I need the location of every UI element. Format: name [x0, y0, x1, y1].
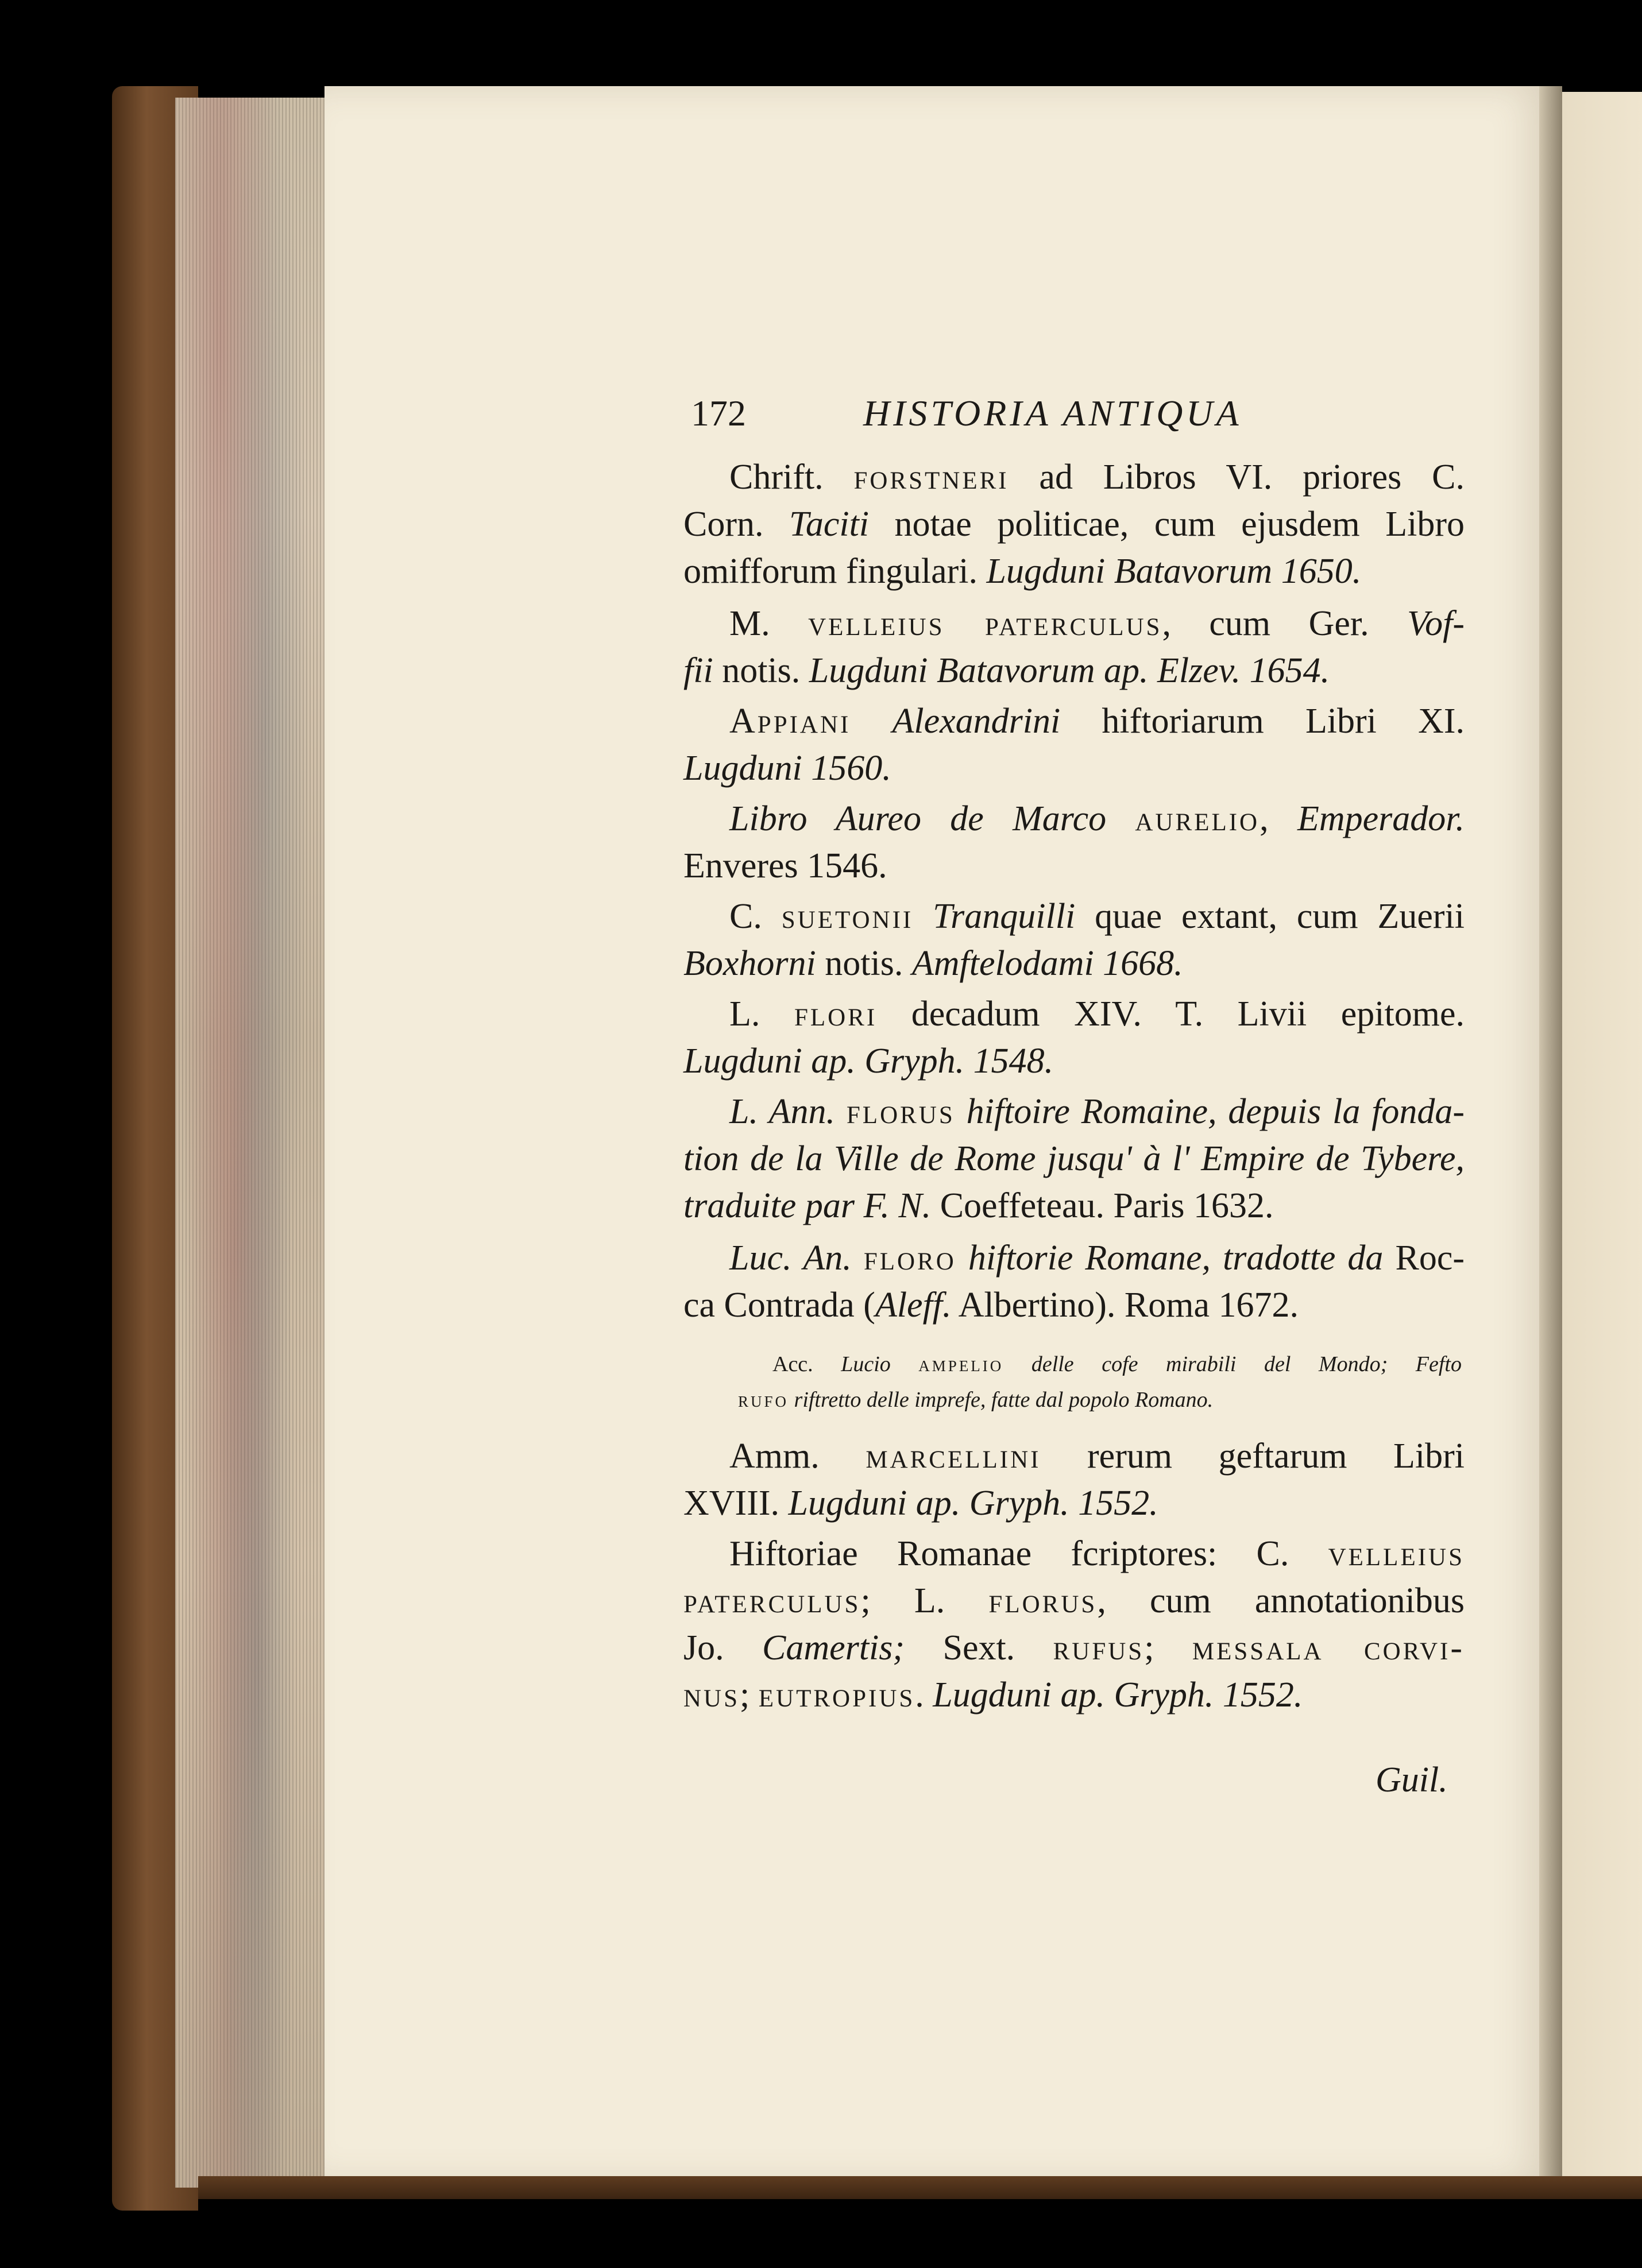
small-caps-name: suetonii — [781, 897, 914, 936]
small-caps-name: rufus — [1053, 1628, 1145, 1667]
text-run — [891, 1352, 919, 1376]
italic-run: delle cofe mirabili del Mondo; — [1031, 1352, 1388, 1376]
text-run: Hiftoriae Romanae fcriptores: C. — [729, 1534, 1328, 1573]
text-run — [956, 1239, 968, 1278]
text-run: Chrift. — [729, 458, 854, 497]
entry-line — [683, 940, 1465, 987]
text-run: notis. — [816, 944, 912, 983]
page-gutter — [1539, 86, 1562, 2182]
entry-line — [683, 454, 1465, 501]
small-caps-name: velleius — [1328, 1534, 1465, 1573]
entry-line — [683, 600, 1465, 647]
text-run: C. — [729, 897, 782, 936]
italic-run: Emperador. — [1297, 799, 1465, 838]
entry-line — [683, 1530, 1465, 1577]
small-caps-name: messala corvi- — [1192, 1628, 1465, 1667]
text-run — [1003, 1352, 1031, 1376]
small-caps-name: florus — [988, 1581, 1098, 1620]
italic-run: Lugduni Batavorum 1650. — [986, 552, 1362, 591]
text-run — [851, 702, 892, 741]
small-caps-name: rufo — [738, 1388, 789, 1412]
text-run: Enveres 1546. — [683, 846, 887, 885]
bibliography-entry — [683, 454, 1465, 595]
text-run — [1106, 799, 1135, 838]
text-run: XVIII. — [683, 1484, 789, 1523]
text-run: Coeffeteau. Paris 1632. — [931, 1186, 1274, 1225]
note-line — [738, 1382, 1462, 1418]
text-run — [913, 897, 933, 936]
bibliography-entry — [683, 893, 1465, 987]
italic-run: Vof- — [1407, 604, 1465, 643]
bibliography-entry — [683, 1433, 1465, 1527]
italic-run: Tranquilli — [933, 897, 1076, 936]
italic-run: Camertis; — [762, 1628, 905, 1667]
italic-run: L. Ann. — [729, 1092, 836, 1131]
italic-run: Lugduni ap. Gryph. 1552. — [788, 1484, 1158, 1523]
facing-page-edge — [1562, 92, 1642, 2176]
entry-line — [683, 893, 1465, 940]
text-run: hiftoriarum Libri XI. — [1060, 702, 1465, 741]
bibliography-entry — [683, 795, 1465, 889]
italic-run: Fefto — [1415, 1352, 1462, 1376]
bibliography-entry — [683, 990, 1465, 1085]
bibliography-entry — [683, 600, 1465, 694]
text-run: ad Libros VI. priores C. — [1009, 458, 1465, 497]
text-run: , — [1259, 799, 1297, 838]
bibliography-entry — [683, 1234, 1465, 1329]
small-caps-name: forstneri — [853, 458, 1009, 497]
text-run — [852, 1239, 864, 1278]
text-run: Amm. — [729, 1437, 866, 1476]
text-run: , cum annotationibus — [1097, 1581, 1465, 1620]
entry-line — [683, 548, 1465, 595]
entry-line — [683, 501, 1465, 548]
entry-line — [683, 795, 1465, 842]
text-run: omifforum fingulari. — [683, 552, 987, 591]
note-line — [738, 1346, 1462, 1382]
page-number: 172 — [691, 393, 746, 434]
italic-run: Aleff. — [875, 1286, 952, 1325]
text-run: , cum Ger. — [1162, 604, 1408, 643]
italic-run: Lugduni Batavorum ap. Elzev. 1654. — [809, 651, 1330, 690]
text-run — [955, 1092, 967, 1131]
italic-run: traduite par F. N. — [683, 1186, 932, 1225]
entry-line — [683, 1182, 1465, 1229]
text-run: Acc. — [772, 1352, 841, 1376]
text-run — [835, 1092, 847, 1131]
small-caps-name: marcellini — [866, 1437, 1041, 1476]
small-caps-name: florus — [846, 1092, 955, 1131]
italic-run: Lugduni ap. Gryph. 1548. — [683, 1042, 1054, 1081]
small-caps-name: nus — [683, 1675, 740, 1714]
text-run: ; — [740, 1675, 759, 1714]
text-run: decadum XIV. T. Livii epitome. — [877, 994, 1465, 1034]
entry-line — [683, 745, 1465, 792]
text-run: ; L. — [860, 1581, 989, 1620]
bibliography-entry — [683, 1530, 1465, 1719]
small-caps-name: ampelio — [918, 1352, 1004, 1376]
italic-run: Lugduni ap. Gryph. 1552. — [933, 1675, 1303, 1714]
italic-run: Luc. An. — [729, 1239, 852, 1278]
text-run: rerum geftarum Libri — [1041, 1437, 1465, 1476]
entry-line — [683, 842, 1465, 889]
italic-run: Lugduni 1560. — [683, 749, 891, 788]
bibliography-entry — [683, 698, 1465, 792]
entry-line — [683, 1038, 1465, 1085]
text-run: ca Contrada ( — [683, 1286, 875, 1325]
bibliography-entry — [683, 1088, 1465, 1229]
small-caps-name: paterculus — [683, 1581, 861, 1620]
small-caps-name: aurelio — [1135, 799, 1260, 838]
small-caps-name: flori — [794, 994, 878, 1034]
italic-run: Amftelodami 1668. — [911, 944, 1183, 983]
book-bottom-edge — [198, 2176, 1642, 2199]
catchword: Guil. — [1376, 1760, 1448, 1799]
entry-line — [683, 1135, 1465, 1182]
entry-line — [683, 698, 1465, 745]
entry-line — [683, 990, 1465, 1038]
small-caps-name: eutropius — [758, 1675, 915, 1714]
entry-line — [683, 1433, 1465, 1480]
italic-run: Boxhorni — [683, 944, 816, 983]
text-run: . — [915, 1675, 933, 1714]
entry-line — [683, 1480, 1465, 1527]
entry-line — [683, 1234, 1465, 1282]
text-run — [789, 1388, 794, 1412]
text-run: Corn. — [683, 505, 790, 544]
small-caps-name: floro — [863, 1239, 956, 1278]
entry-line — [683, 1624, 1465, 1671]
italic-run: fii — [683, 651, 713, 690]
small-caps-name: Appiani — [729, 702, 851, 741]
text-run: notis. — [713, 651, 809, 690]
text-run: Albertino). Roma 1672. — [951, 1286, 1299, 1325]
entry-line — [683, 647, 1465, 694]
entry-line — [683, 1282, 1465, 1329]
text-run: notae politicae, cum ejusdem Libro — [869, 505, 1465, 544]
text-run: quae extant, cum Zuerii — [1075, 897, 1465, 936]
text-run: Roc- — [1383, 1239, 1465, 1278]
text-run: Sext. — [905, 1628, 1053, 1667]
entry-line — [683, 1088, 1465, 1135]
entry-line — [683, 1671, 1465, 1719]
italic-run: Alexandrini — [892, 702, 1061, 741]
italic-run: Libro Aureo de Marco — [729, 799, 1107, 838]
italic-run: hiftorie Romane, tradotte da — [968, 1239, 1384, 1278]
entry-note — [738, 1346, 1462, 1418]
entry-line — [683, 1577, 1465, 1624]
text-run: ; — [1144, 1628, 1192, 1667]
small-caps-name: velleius paterculus — [808, 604, 1162, 643]
text-run: M. — [729, 604, 809, 643]
italic-run: Lucio — [841, 1352, 891, 1376]
text-run — [1388, 1352, 1416, 1376]
marbled-edge — [175, 98, 324, 2188]
italic-run: Taciti — [789, 505, 870, 544]
running-title: HISTORIA ANTIQUA — [863, 393, 1242, 434]
italic-run: hiftoire Romaine, depuis la fonda- — [966, 1092, 1465, 1131]
italic-run: riftretto delle imprefe, fatte dal popolo Romano. — [794, 1388, 1214, 1412]
text-run: Jo. — [683, 1628, 763, 1667]
text-run: L. — [729, 994, 794, 1034]
italic-run: tion de la Ville de Rome jusqu' à l' Empire de Tybere, — [683, 1139, 1465, 1178]
running-head — [691, 390, 1449, 436]
